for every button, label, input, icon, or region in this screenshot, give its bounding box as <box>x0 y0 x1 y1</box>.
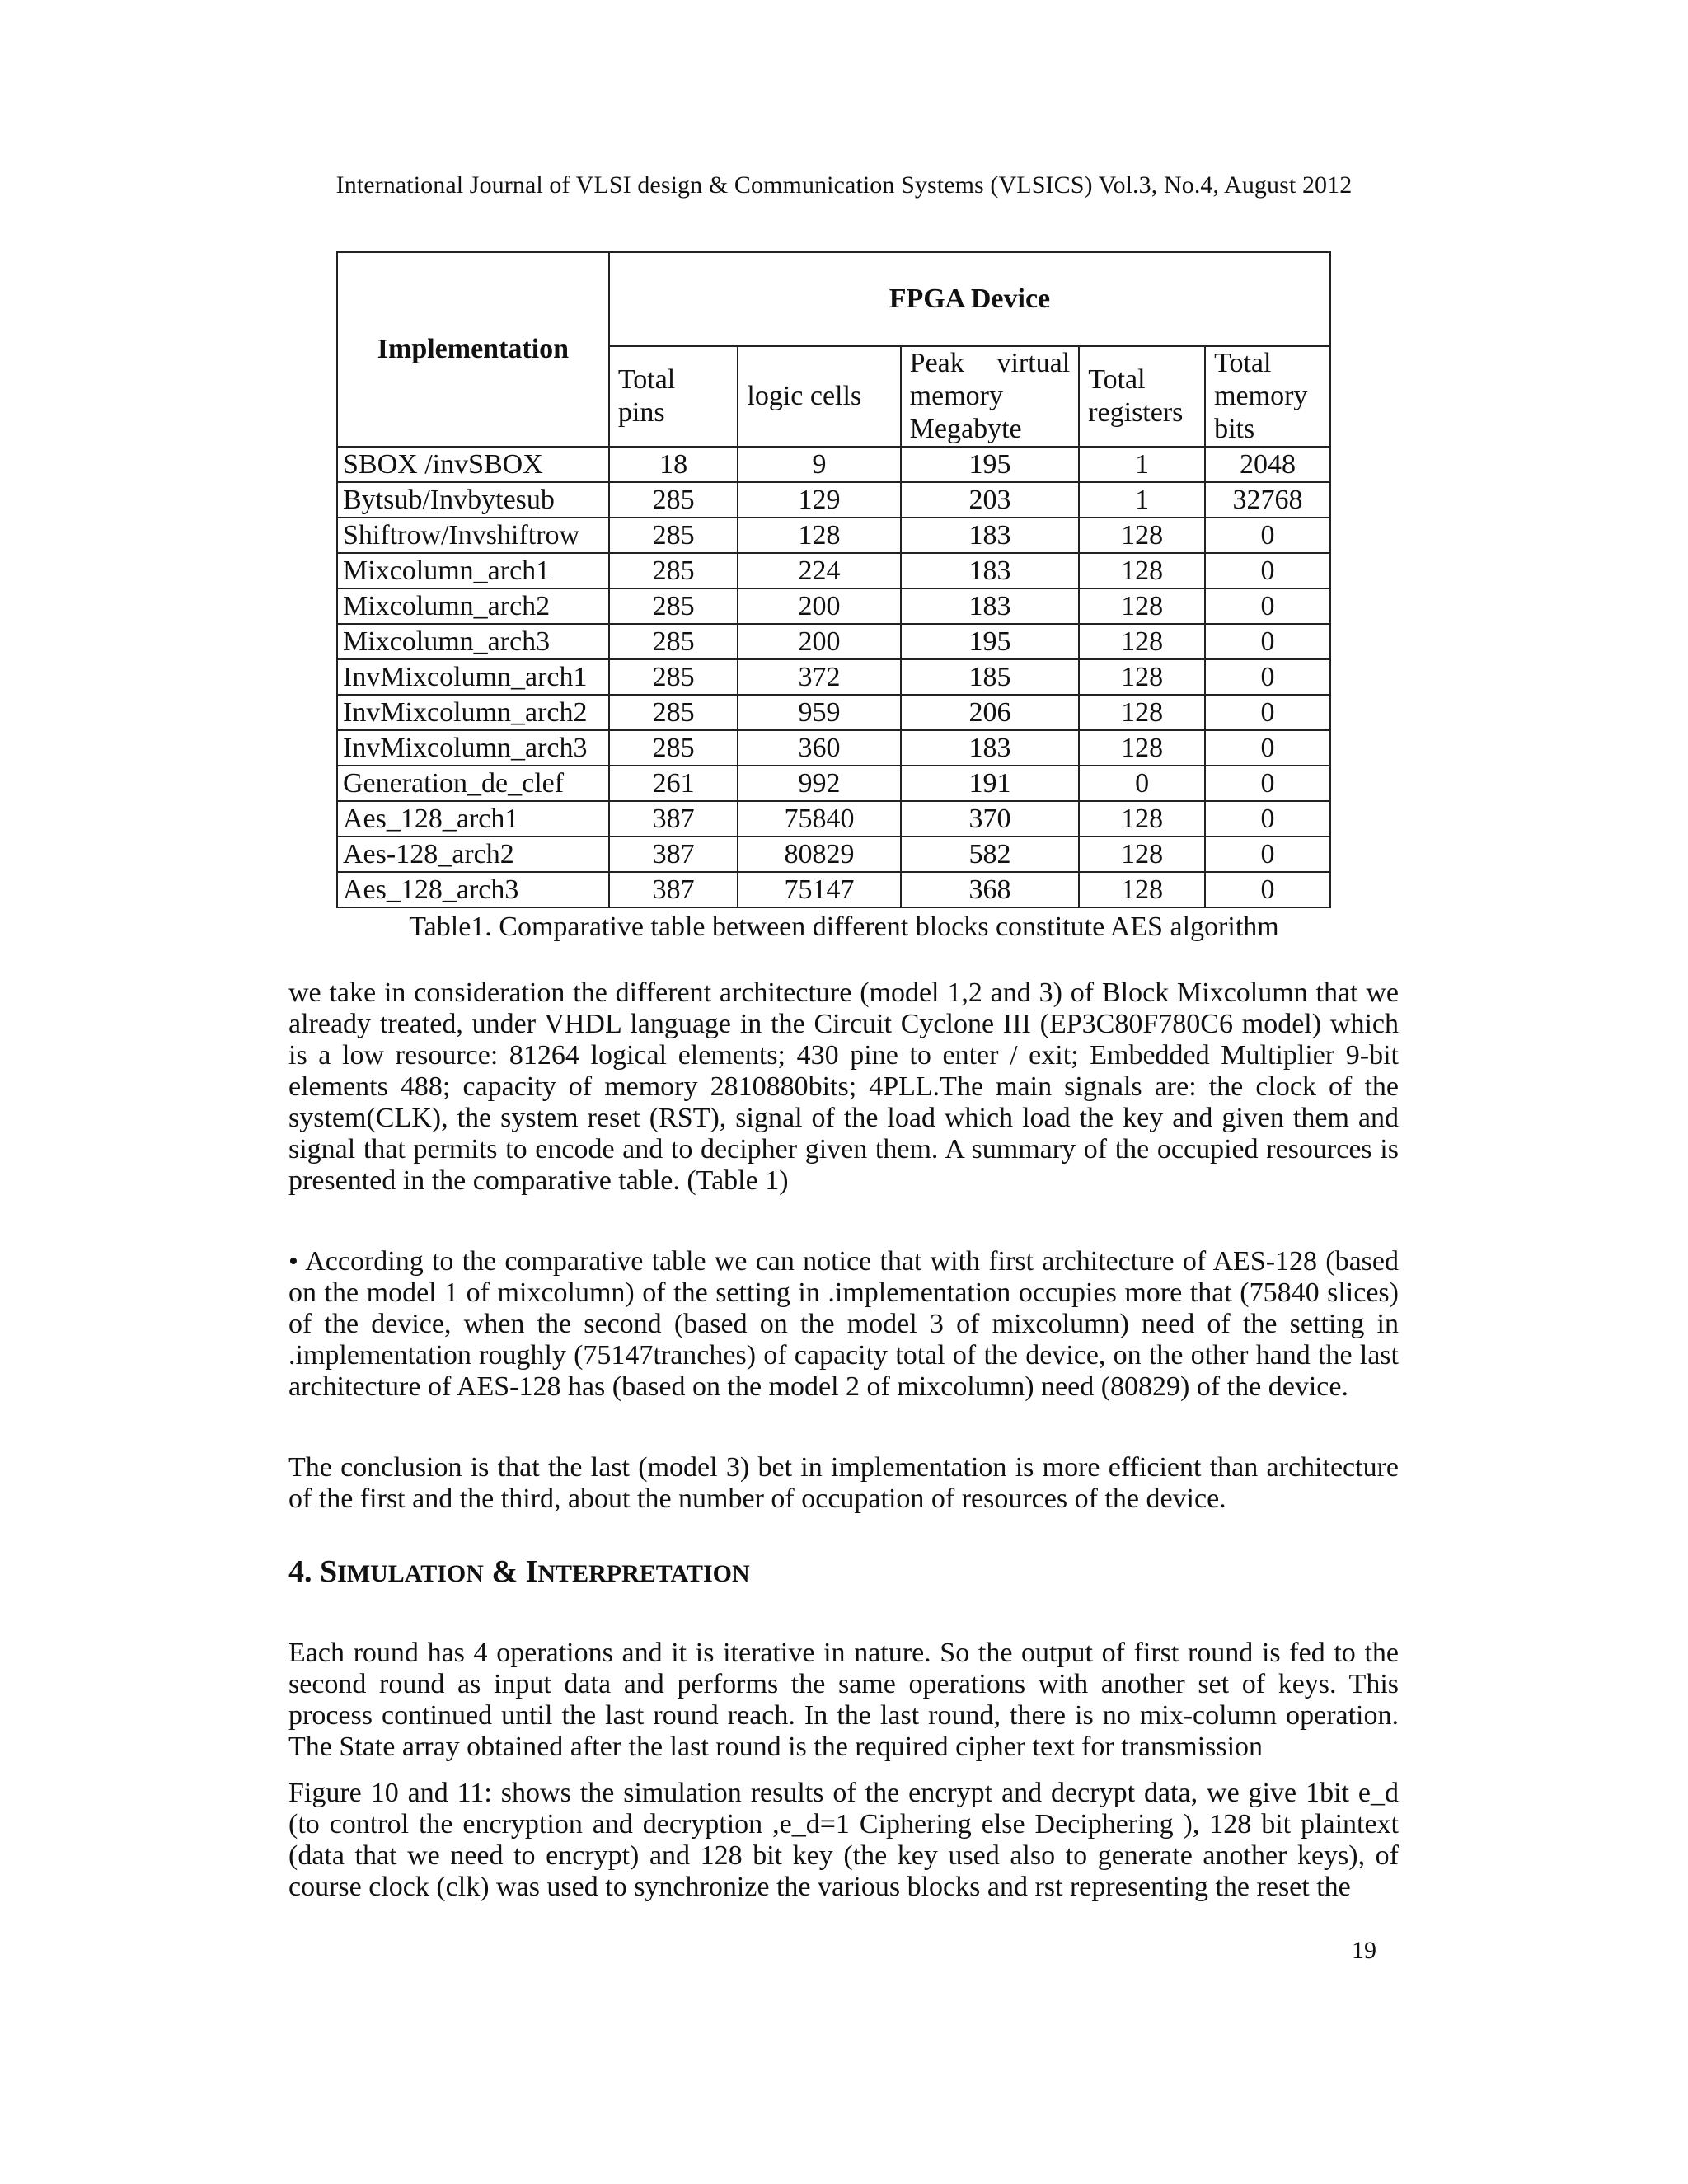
table-row <box>337 482 1330 518</box>
table-row <box>337 624 1330 659</box>
cell-total-registers: 128 <box>1079 659 1205 695</box>
cell-total-memory-bits: 2048 <box>1205 447 1330 482</box>
section-word1-rest: IMULATION <box>337 1560 484 1587</box>
cell-logic-cells: 129 <box>738 482 900 518</box>
cell-total-pins: 285 <box>609 730 738 766</box>
section-number: 4. <box>288 1554 312 1589</box>
cell-implementation: Shiftrow/Invshiftrow <box>337 518 609 553</box>
cell-logic-cells: 128 <box>738 518 900 553</box>
cell-implementation: Generation_de_clef <box>337 766 609 801</box>
cell-implementation: Bytsub/Invbytesub <box>337 482 609 518</box>
table-row <box>337 518 1330 553</box>
table-row <box>337 872 1330 907</box>
table-row <box>337 730 1330 766</box>
table-row <box>337 447 1330 482</box>
paragraph-conclusion: The conclusion is that the last (model 3) bet in implementation is more efficient than architecture of the first and the third, about the number of occupation of resources of the device. <box>288 1452 1399 1514</box>
paragraph-comparison: • According to the comparative table we can notice that with first architecture of AES-128 (based on the model 1 of mixcolumn) of the setting in .implementation occupies more that (75840 slices) of the device, when the second (based on the model 3 of mixcolumn) need of the setting in .implementation roughly (75147tranches) of capacity total of the device, on the other hand the last architecture of AES-128 has (based on the model 2 of mixcolumn) need (80829) of the device. <box>288 1246 1399 1402</box>
cell-implementation: InvMixcolumn_arch1 <box>337 659 609 695</box>
cell-peak-memory: 195 <box>901 447 1080 482</box>
cell-logic-cells: 992 <box>738 766 900 801</box>
section-heading <box>288 1554 750 1590</box>
cell-total-memory-bits: 0 <box>1205 872 1330 907</box>
cell-total-pins: 285 <box>609 553 738 588</box>
paragraph-resources: we take in consideration the different architecture (model 1,2 and 3) of Block Mixcolumn that we already treated, under VHDL language in the Circuit Cyclone III (EP3C80F780C6 model) which is a low resource: 81264 logical elements; 430 pine to enter / exit; Embedded Multiplier 9-bit elements 488; capacity of memory 2810880bits; 4PLL.The main signals are: the clock of the system(CLK), the system reset (RST), signal of the load which load the key and given them and signal that permits to encode and to decipher given them. A summary of the occupied resources is presented in the comparative table. (Table 1) <box>288 977 1399 1196</box>
cell-implementation: Aes-128_arch2 <box>337 837 609 872</box>
cell-peak-memory: 183 <box>901 518 1080 553</box>
cell-total-registers: 0 <box>1079 766 1205 801</box>
cell-implementation: SBOX /invSBOX <box>337 447 609 482</box>
cell-total-memory-bits: 0 <box>1205 766 1330 801</box>
col-peak-word2: virtual <box>996 348 1071 378</box>
paragraph-simulation: Figure 10 and 11: shows the simulation results of the encrypt and decrypt data, we give 1bit e_d (to control the encryption and decryption ,e_d=1 Ciphering else Deciphering ), 128 bit plaintext (data that we need to encrypt) and 128 bit key (the key used also to generate another keys), of course clock (clk) was used to synchronize the various blocks and rst representing the reset the <box>288 1778 1399 1902</box>
cell-peak-memory: 183 <box>901 588 1080 624</box>
cell-peak-memory: 582 <box>901 837 1080 872</box>
cell-total-pins: 285 <box>609 659 738 695</box>
cell-logic-cells: 224 <box>738 553 900 588</box>
cell-total-pins: 387 <box>609 801 738 837</box>
section-word2-initial: I <box>525 1554 538 1589</box>
cell-total-registers: 1 <box>1079 447 1205 482</box>
cell-total-memory-bits: 0 <box>1205 695 1330 730</box>
cell-total-registers: 128 <box>1079 695 1205 730</box>
table-row <box>337 801 1330 837</box>
cell-implementation: Mixcolumn_arch1 <box>337 553 609 588</box>
cell-total-pins: 285 <box>609 624 738 659</box>
section-word1-initial: S <box>320 1554 338 1589</box>
table-caption: Table1. Comparative table between different blocks constitute AES algorithm <box>409 912 1279 942</box>
cell-total-pins: 285 <box>609 518 738 553</box>
running-header: International Journal of VLSI design & Communication Systems (VLSICS) Vol.3, No.4, August 2012 <box>335 171 1353 199</box>
cell-implementation: Mixcolumn_arch2 <box>337 588 609 624</box>
cell-total-registers: 128 <box>1079 588 1205 624</box>
cell-peak-memory: 370 <box>901 801 1080 837</box>
cell-logic-cells: 360 <box>738 730 900 766</box>
page-number: 19 <box>1352 1937 1376 1964</box>
cell-logic-cells: 200 <box>738 624 900 659</box>
table-row <box>337 588 1330 624</box>
cell-total-registers: 128 <box>1079 730 1205 766</box>
col-total-memory-bits: Total memory bits <box>1205 346 1330 447</box>
col-total-pins: Total pins <box>609 346 738 447</box>
cell-peak-memory: 183 <box>901 730 1080 766</box>
cell-implementation: Aes_128_arch3 <box>337 872 609 907</box>
cell-total-registers: 128 <box>1079 518 1205 553</box>
cell-total-pins: 18 <box>609 447 738 482</box>
col-peak-word1: Peak <box>909 348 964 378</box>
cell-total-memory-bits: 0 <box>1205 553 1330 588</box>
cell-total-memory-bits: 0 <box>1205 801 1330 837</box>
cell-total-memory-bits: 0 <box>1205 659 1330 695</box>
cell-total-pins: 387 <box>609 837 738 872</box>
cell-implementation: InvMixcolumn_arch2 <box>337 695 609 730</box>
cell-implementation: Mixcolumn_arch3 <box>337 624 609 659</box>
cell-total-registers: 128 <box>1079 872 1205 907</box>
section-ampersand: & <box>491 1554 518 1589</box>
table-row <box>337 659 1330 695</box>
cell-total-registers: 128 <box>1079 624 1205 659</box>
cell-logic-cells: 80829 <box>738 837 900 872</box>
cell-total-pins: 261 <box>609 766 738 801</box>
cell-implementation: Aes_128_arch1 <box>337 801 609 837</box>
cell-total-memory-bits: 0 <box>1205 837 1330 872</box>
table-body <box>337 447 1330 907</box>
cell-total-registers: 128 <box>1079 553 1205 588</box>
section-word2-rest: NTERPRETATION <box>537 1560 750 1587</box>
comparison-table <box>336 251 1331 908</box>
table-row <box>337 553 1330 588</box>
cell-total-pins: 285 <box>609 695 738 730</box>
cell-total-pins: 285 <box>609 588 738 624</box>
cell-total-memory-bits: 32768 <box>1205 482 1330 518</box>
cell-total-memory-bits: 0 <box>1205 518 1330 553</box>
cell-peak-memory: 195 <box>901 624 1080 659</box>
cell-total-registers: 1 <box>1079 482 1205 518</box>
table-row <box>337 695 1330 730</box>
cell-peak-memory: 368 <box>901 872 1080 907</box>
table-row <box>337 766 1330 801</box>
cell-peak-memory: 191 <box>901 766 1080 801</box>
cell-peak-memory: 203 <box>901 482 1080 518</box>
cell-total-pins: 285 <box>609 482 738 518</box>
table-row <box>337 837 1330 872</box>
paragraph-rounds: Each round has 4 operations and it is iterative in nature. So the output of first round is fed to the second round as input data and performs the same operations with another set of keys. This process continued until the last round reach. In the last round, there is no mix-column operation. The State array obtained after the last round is the required cipher text for transmission <box>288 1638 1399 1762</box>
cell-implementation: InvMixcolumn_arch3 <box>337 730 609 766</box>
cell-peak-memory: 206 <box>901 695 1080 730</box>
cell-total-registers: 128 <box>1079 837 1205 872</box>
col-peak-rest: memory Megabyte <box>909 381 1022 444</box>
cell-total-memory-bits: 0 <box>1205 730 1330 766</box>
fpga-device-header: FPGA Device <box>609 252 1330 346</box>
col-total-registers: Total registers <box>1079 346 1205 447</box>
cell-total-memory-bits: 0 <box>1205 588 1330 624</box>
cell-total-memory-bits: 0 <box>1205 624 1330 659</box>
cell-peak-memory: 183 <box>901 553 1080 588</box>
cell-logic-cells: 9 <box>738 447 900 482</box>
cell-total-pins: 387 <box>609 872 738 907</box>
implementation-header: Implementation <box>337 252 609 447</box>
cell-logic-cells: 75840 <box>738 801 900 837</box>
cell-logic-cells: 959 <box>738 695 900 730</box>
cell-logic-cells: 200 <box>738 588 900 624</box>
cell-logic-cells: 75147 <box>738 872 900 907</box>
cell-total-registers: 128 <box>1079 801 1205 837</box>
cell-peak-memory: 185 <box>901 659 1080 695</box>
col-peak-virtual-memory <box>901 346 1080 447</box>
cell-logic-cells: 372 <box>738 659 900 695</box>
col-logic-cells: logic cells <box>738 346 900 447</box>
